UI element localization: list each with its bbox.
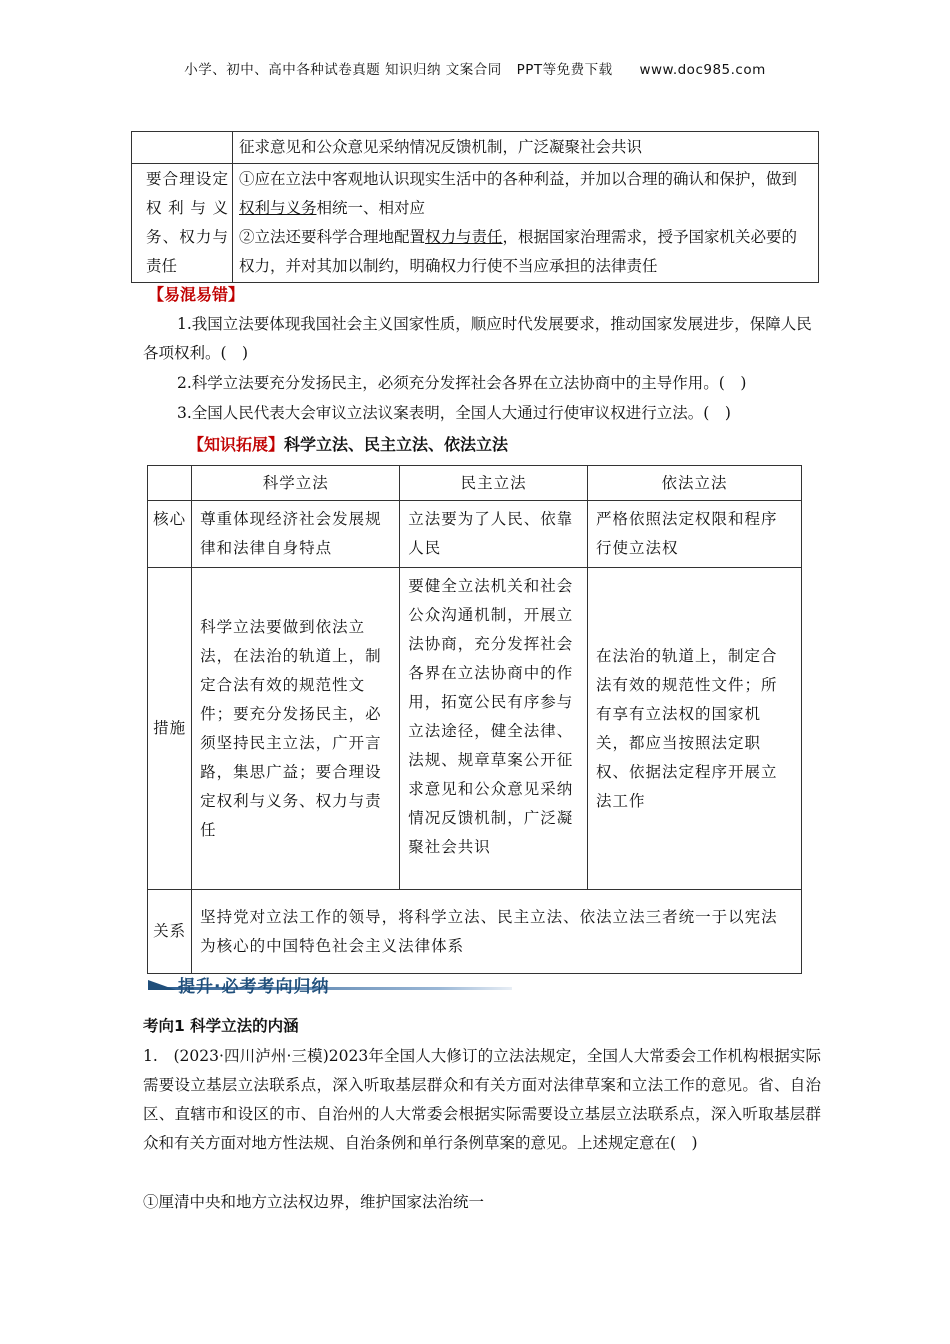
section-title-extension <box>188 432 508 455</box>
question-item: 1.我国立法要体现我国社会主义国家性质，顺应时代发展要求，推动国家发展进步，保障人民各项权利。( ) <box>143 315 812 362</box>
point-1: ①应在立法中客观地认识现实生活中的各种利益，并加以合理的确认和保护，做到权利与义务相统一、相对应 <box>239 170 798 217</box>
question-body: 1. (2023·四川泸州·三模)2023年全国人大修订的立法法规定，全国人大常委会工作机构根据实际需要设立基层立法联系点，深入听取基层群众和有关方面对法律草案和立法工作的意见。省、自治区、直辖市和设区的市、自治州的人大常委会根据实际需要设立基层立法联系点，深入听取基层群众和有关方面对地方性法规、自治条例和单行条例草案的意见。上述规定意在( ) <box>143 1047 821 1152</box>
table-cell: 严格依照法定权限和程序行使立法权 <box>588 501 802 568</box>
kaoxiang-title: 考向1 科学立法的内涵 <box>143 1017 299 1035</box>
column-header: 科学立法 <box>192 466 400 501</box>
legislation-table-continued <box>131 131 819 283</box>
table-row-measures <box>148 568 802 890</box>
table-cell <box>233 164 819 283</box>
point-2: ②立法还要科学合理地配置权力与责任，根据国家治理需求，授予国家机关必要的权力，并对其加以制约，明确权力行使不当应承担的法律责任 <box>239 228 798 275</box>
table-cell: 在法治的轨道上，制定合法有效的规范性文件；所有享有立法权的国家机关，都应当按照法定职权、依据法定程序开展立法工作 <box>588 568 802 890</box>
table-cell: 征求意见和公众意见采纳情况反馈机制，广泛凝聚社会共识 <box>233 132 819 164</box>
row-label-rights-duties: 要合理设定权利与义务、权力与责任 <box>132 164 233 283</box>
table-cell-empty <box>132 132 233 164</box>
section-title-confuse: 【易混易错】 <box>148 285 245 304</box>
underlined-term: 权力与责任 <box>425 228 503 246</box>
extension-label: 【知识拓展】 <box>188 435 285 454</box>
table-row <box>132 132 819 164</box>
comparison-table <box>147 465 802 974</box>
header-text: 小学、初中、高中各种试卷真题 知识归纳 文案合同 <box>184 62 502 78</box>
column-header: 依法立法 <box>588 466 802 501</box>
question-item: 3.全国人民代表大会审议立法议案表明，全国人大通过行使审议权进行立法。( ) <box>177 404 731 422</box>
row-label: 关系 <box>148 890 192 974</box>
table-row-core <box>148 501 802 568</box>
table-header-row <box>148 466 802 501</box>
table-cell: 坚持党对立法工作的领导，将科学立法、民主立法、依法立法三者统一于以宪法为核心的中国特色社会主义法律体系 <box>192 890 802 974</box>
header-url[interactable]: www.doc985.com <box>639 62 766 78</box>
table-cell: 尊重体现经济社会发展规律和法律自身特点 <box>192 501 400 568</box>
extension-title: 科学立法、民主立法、依法立法 <box>284 435 509 454</box>
table-corner <box>148 466 192 501</box>
page-header <box>0 58 950 78</box>
question-item: 2.科学立法要充分发扬民主，必须充分发挥社会各界在立法协商中的主导作用。( ) <box>177 374 747 392</box>
table-cell: 立法要为了人民、依靠人民 <box>400 501 588 568</box>
underlined-term: 权利与义务 <box>239 199 317 217</box>
row-label: 核心 <box>148 501 192 568</box>
table-cell: 要健全立法机关和社会公众沟通机制，开展立法协商，充分发挥社会各界在立法协商中的作用，拓宽公民有序参与立法途径，健全法律、法规、规章草案公开征求意见和公众意见采纳情况反馈机制，广泛凝聚社会共识 <box>400 568 588 890</box>
table-row <box>132 164 819 283</box>
banner-wedge-icon <box>148 980 176 990</box>
answer-option: ①厘清中央和地方立法权边界，维护国家法治统一 <box>143 1193 485 1211</box>
section-banner <box>148 972 512 1000</box>
table-cell: 科学立法要做到依法立法，在法治的轨道上，制定合法有效的规范性文件；要充分发扬民主，必须坚持民主立法，广开言路，集思广益；要合理设定权利与义务、权力与责任 <box>192 568 400 890</box>
banner-title: 提升·必考考向归纳 <box>178 977 330 997</box>
row-label: 措施 <box>148 568 192 890</box>
table-row-relation <box>148 890 802 974</box>
column-header: 民主立法 <box>400 466 588 501</box>
header-ppt-text: PPT等免费下载 <box>516 62 613 78</box>
